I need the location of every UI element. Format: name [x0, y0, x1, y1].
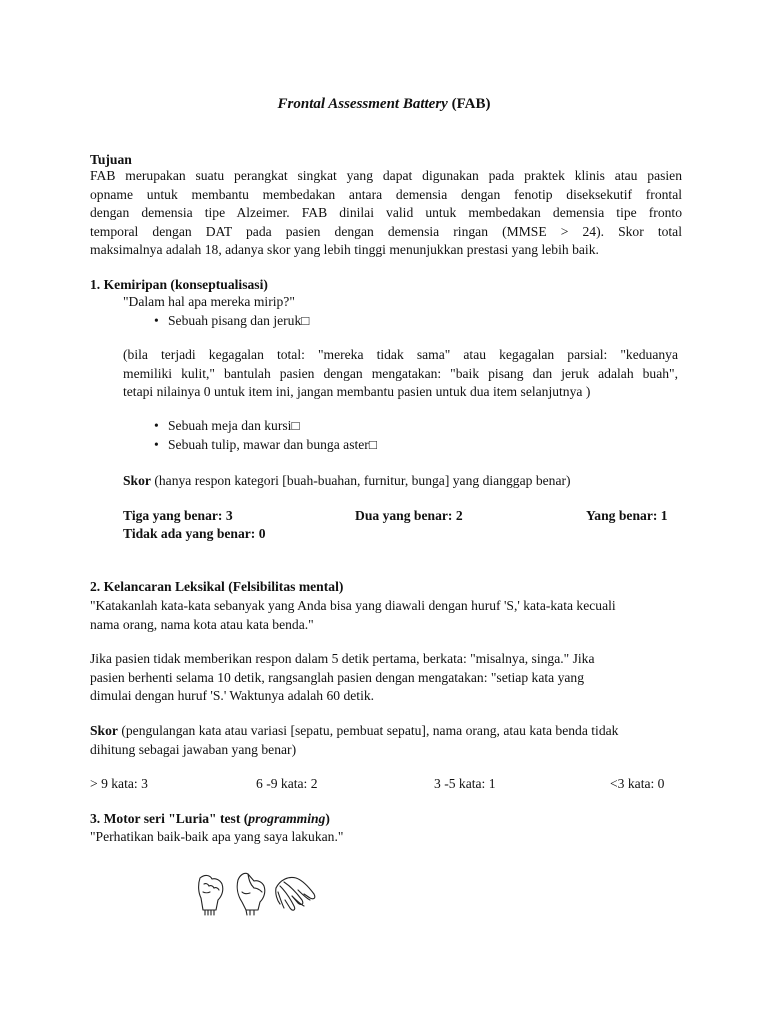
instruction-line: Jika pasien tidak memberikan respon dalam 5 detik pertama, berkata: "misalnya, singa." Jika: [90, 651, 595, 666]
title-italic: Frontal Assessment Battery: [277, 96, 448, 112]
edge-hand-icon: [237, 873, 265, 915]
note-line: tetapi nilainya 0 untuk item ini, jangan membantu pasien untuk dua item selanjutnya ): [123, 384, 591, 400]
note-line: (bila terjadi kegagalan total: "mereka tidak sama" atau kegagalan parsial: "keduanya: [123, 347, 678, 362]
hand-sequence-icon: [194, 866, 324, 918]
page-title: [0, 95, 768, 114]
list-item: • Sebuah pisang dan jeruk□: [153, 312, 309, 331]
quote-line: "Katakanlah kata-kata sebanyak yang Anda bisa yang diawali dengan huruf 'S,' kata-kata kecuali: [90, 598, 616, 613]
tujuan-line: opname untuk membantu membedakan antara demensia dengan fenotip diseksekutif frontal: [90, 186, 682, 202]
score-3-5: 3 -5 kata: 1: [434, 776, 496, 791]
list-item: • Sebuah tulip, mawar dan bunga aster□: [153, 436, 377, 455]
skor-text: (hanya respon kategori [buah-buahan, furnitur, bunga] yang dianggap benar): [150, 473, 571, 488]
skor-text: (pengulangan kata atau variasi [sepatu, pembuat sepatu], nama orang, atau kata benda tidak: [117, 723, 619, 738]
tujuan-heading: Tujuan: [90, 152, 132, 167]
section2-skor: [90, 722, 682, 759]
score-one: Yang benar: 1: [586, 508, 668, 523]
palm-hand-icon: [276, 877, 315, 910]
tujuan-line: temporal dengan DAT pada pasien dengan demensia ringan (MMSE > 24). Skor total: [90, 223, 682, 239]
note-line: memiliki kulit," bantulah pasien dengan mengatakan: "baik pisang dan jeruk adalah buah",: [123, 365, 678, 381]
title-open-paren: (: [451, 96, 457, 112]
skor-label: Skor: [90, 723, 118, 738]
quote-line: nama orang, nama kota atau kata benda.": [90, 616, 314, 632]
section1-heading: 1. Kemiripan (konseptualisasi): [90, 277, 268, 292]
list-item: • Sebuah meja dan kursi□: [153, 417, 377, 436]
section1-question: "Dalam hal apa mereka mirip?": [123, 294, 295, 309]
section2-heading: 2. Kelancaran Leksikal (Felsibilitas mental): [90, 579, 344, 594]
title-abbr: FAB: [456, 96, 486, 112]
score-gt9: > 9 kata: 3: [90, 776, 148, 791]
score-zero: Tidak ada yang benar: 0: [123, 526, 266, 541]
section2-instructions: [90, 650, 682, 706]
section3-heading: [90, 810, 330, 829]
tujuan-line: FAB merupakan suatu perangkat singkat yang dapat digunakan pada praktek klinis atau pasien: [90, 168, 682, 183]
fist-hand-icon: [199, 875, 223, 915]
heading-suffix: ): [325, 811, 330, 826]
title-close-paren: ): [485, 96, 491, 112]
section2-quote: [90, 597, 682, 634]
score-three: Tiga yang benar: 3: [123, 508, 233, 523]
score-two: Dua yang benar: 2: [355, 508, 463, 523]
instruction-line: pasien berhenti selama 10 detik, rangsanglah pasien dengan mengatakan: "setiap kata yang: [90, 669, 584, 685]
tujuan-paragraph: [90, 167, 682, 260]
section1-bullets-b: [153, 417, 377, 454]
skor-text: dihitung sebagai jawaban yang benar): [90, 741, 297, 757]
section1-bullets-a: [153, 312, 309, 331]
section1-note: [123, 346, 678, 402]
heading-prefix: 3. Motor seri "Luria" test (: [90, 811, 249, 826]
skor-label: Skor: [123, 473, 151, 488]
heading-italic: programming: [248, 811, 326, 826]
section3-quote: "Perhatikan baik-baik apa yang saya lakukan.": [90, 829, 344, 844]
section1-skor: [123, 472, 571, 491]
tujuan-line: maksimalnya adalah 18, adanya skor yang lebih tinggi menunjukkan prestasi yang lebih baik.: [90, 242, 599, 258]
score-lt3: <3 kata: 0: [610, 776, 665, 791]
instruction-line: dimulai dengan huruf 'S.' Waktunya adalah 60 detik.: [90, 688, 375, 704]
score-6-9: 6 -9 kata: 2: [256, 776, 318, 791]
tujuan-line: dengan demensia tipe Alzeimer. FAB dinilai valid untuk membedakan demensia tipe fronto: [90, 205, 682, 221]
